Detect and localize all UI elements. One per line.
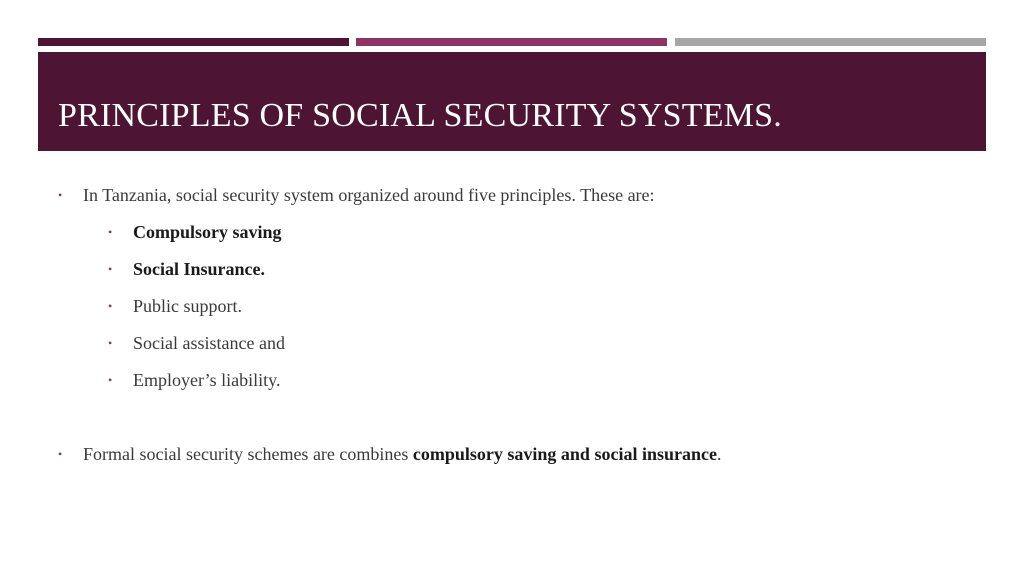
- formal-bold: compulsory saving and social insurance: [412, 444, 717, 464]
- bullet-dot-icon: •: [108, 336, 113, 350]
- accent-bar-dark: [38, 38, 349, 46]
- bullet-dot-icon: •: [58, 447, 63, 461]
- accent-bar-gray: [675, 38, 986, 46]
- sub-bullet-text: Employer’s liability.: [133, 370, 281, 390]
- bullet-dot-icon: •: [108, 299, 113, 313]
- bullet-intro-text: In Tanzania, social security system organized around five principles. These are:: [83, 185, 655, 205]
- sub-bullet-text: Social Insurance.: [133, 259, 266, 279]
- sub-bullet-text: Compulsory saving: [133, 222, 282, 242]
- bullet-dot-icon: •: [108, 262, 113, 276]
- bullet-dot-icon: •: [58, 188, 63, 202]
- accent-bar-magenta: [356, 38, 667, 46]
- bullet-dot-icon: •: [108, 373, 113, 387]
- sub-bullet-text: Social assistance and: [133, 333, 285, 353]
- sub-bullet-text: Public support.: [133, 296, 243, 316]
- formal-suffix: .: [716, 444, 722, 464]
- slide-title: PRINCIPLES OF SOCIAL SECURITY SYSTEMS.: [58, 97, 782, 134]
- bullet-formal-text: [83, 443, 721, 465]
- formal-prefix: Formal social security schemes are combines: [83, 444, 413, 464]
- bullet-dot-icon: •: [108, 225, 113, 239]
- title-band: [38, 52, 986, 151]
